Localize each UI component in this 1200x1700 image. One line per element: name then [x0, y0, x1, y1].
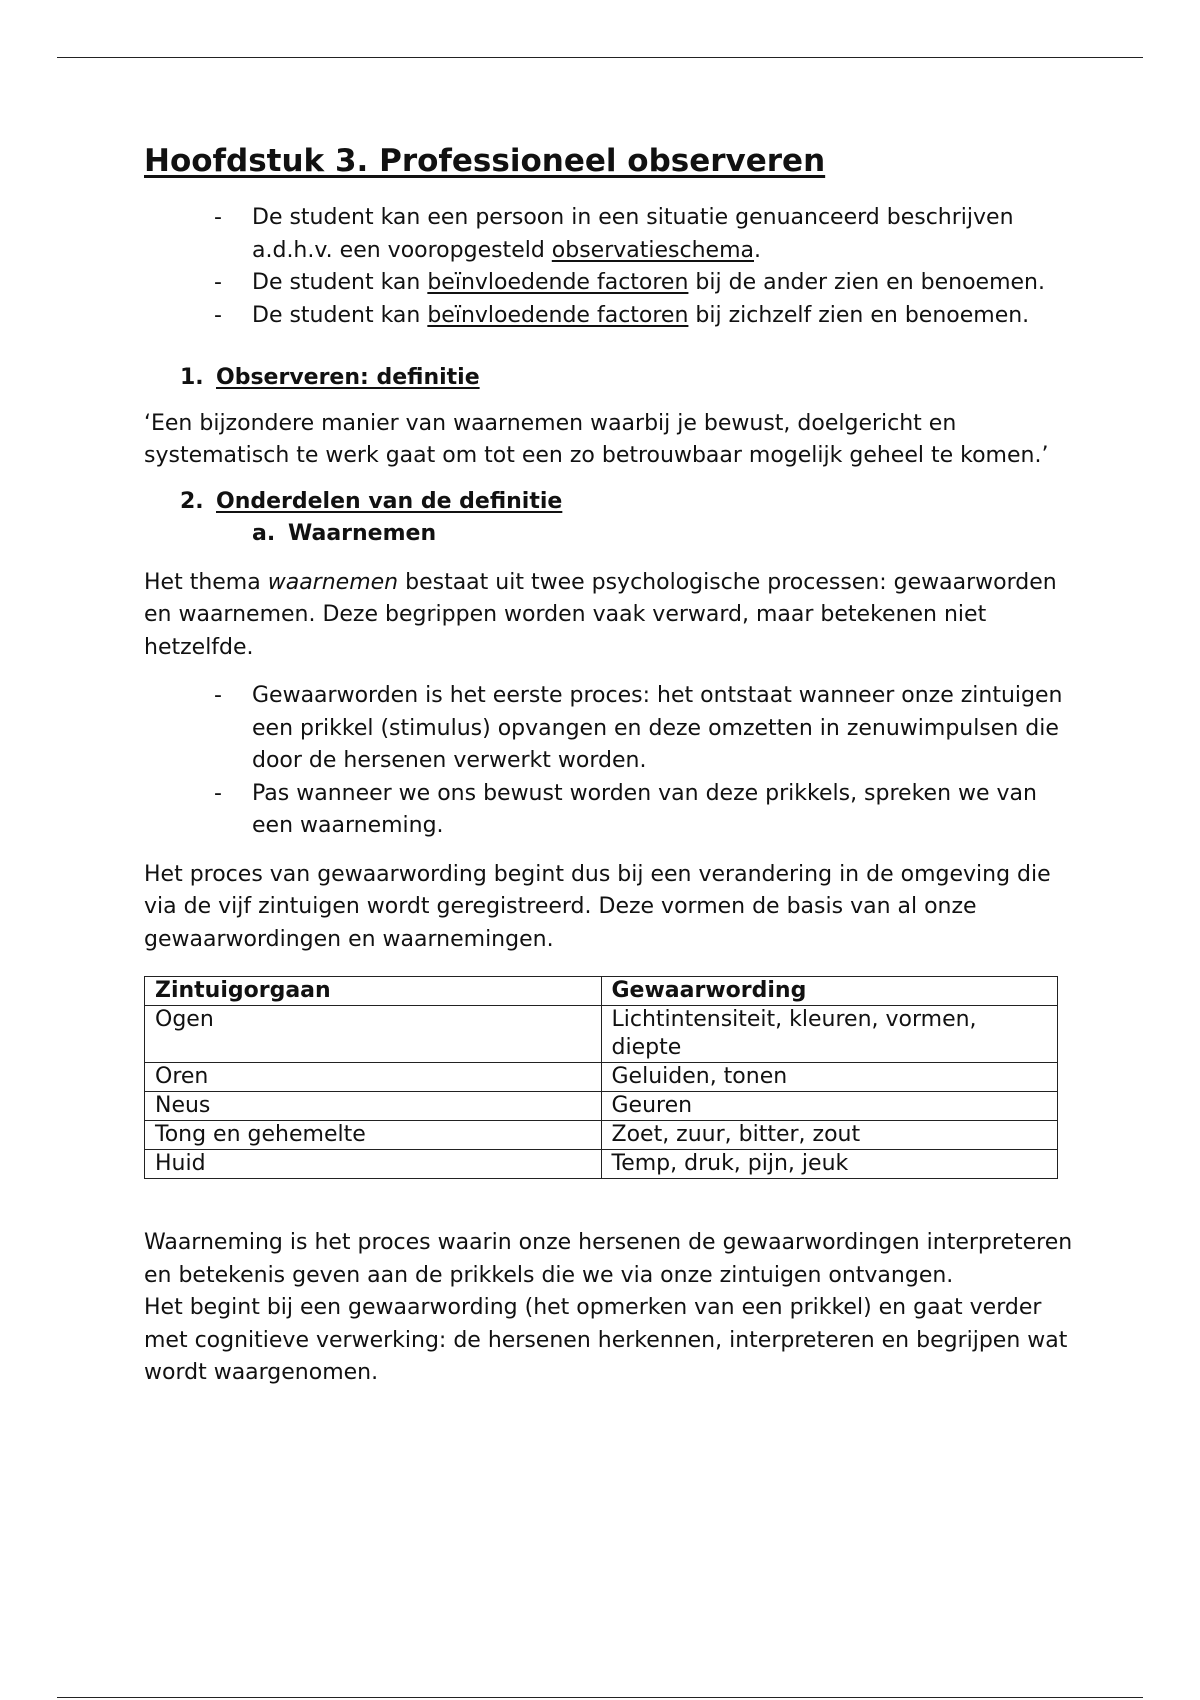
- dash-bullet: -: [214, 780, 222, 806]
- table-cell: Neus: [145, 1092, 602, 1121]
- dash-bullet: -: [214, 205, 222, 230]
- table-cell: Huid: [145, 1150, 602, 1179]
- process-list: [144, 680, 1074, 843]
- list-item: - De student kan een persoon in een situatie genuanceerd beschrijven a.d.h.v. een vooropgesteld observatieschema.: [144, 202, 1074, 267]
- list-item: - De student kan beïnvloedende factoren bij zichzelf zien en benoemen.: [144, 300, 1074, 333]
- paragraph: Het begint bij een gewaarwording (het opmerken van een prikkel) en gaat verder met cognitieve verwerking: de hersenen herkennen, interpreteren en begrijpen wat wordt waargenomen.: [144, 1295, 1068, 1385]
- table-row: [145, 1063, 1058, 1092]
- list-item: - Pas wanneer we ons bewust worden van deze prikkels, spreken we van een waarneming.: [144, 778, 1074, 843]
- definition-quote: ‘Een bijzondere manier van waarnemen waarbij je bewust, doelgericht en systematisch te werk gaat om tot een zo betrouwbaar mogelijk geheel te komen.’: [144, 410, 1049, 468]
- section-1-heading: 1. Observeren: definitie: [180, 365, 480, 390]
- paragraph: Het proces van gewaarwording begint dus bij een verandering in de omgeving die via de vijf zintuigen wordt geregistreerd. Deze vormen de basis van al onze gewaarwordingen en waarnemingen.: [144, 861, 1051, 952]
- underlined-term: observatieschema: [551, 237, 754, 263]
- dash-bullet: -: [214, 270, 222, 295]
- table-cell: Oren: [145, 1063, 602, 1092]
- table-cell: Geluiden, tonen: [601, 1063, 1058, 1092]
- underlined-term: beïnvloedende factoren: [427, 270, 689, 295]
- dash-bullet: -: [214, 683, 222, 708]
- dash-bullet: -: [214, 302, 222, 328]
- objectives-list: [144, 202, 1074, 332]
- table-cell: Lichtintensiteit, kleuren, vormen, diepte: [601, 1006, 1058, 1063]
- table-cell: Zoet, zuur, bitter, zout: [601, 1121, 1058, 1150]
- table-row: [145, 1092, 1058, 1121]
- table-header-row: [145, 977, 1058, 1006]
- table-cell: Temp, druk, pijn, jeuk: [601, 1150, 1058, 1179]
- section-2-heading: 2. Onderdelen van de definitie: [180, 488, 563, 514]
- paragraph: Waarneming is het proces waarin onze hersenen de gewaarwordingen interpreteren en betekenis geven aan de prikkels die we via onze zintuigen ontvangen.: [144, 1230, 1073, 1288]
- table-cell: Ogen: [145, 1006, 602, 1063]
- table-cell: Geuren: [601, 1092, 1058, 1121]
- subsection-heading: a. Waarnemen: [252, 521, 437, 546]
- table-header-cell: Gewaarwording: [601, 977, 1058, 1006]
- table-row: [145, 1150, 1058, 1179]
- header-rule: [57, 57, 1143, 58]
- table-header-cell: Zintuigorgaan: [145, 977, 602, 1006]
- page-title: Hoofdstuk 3. Professioneel observeren: [144, 143, 826, 179]
- table-row: [145, 1006, 1058, 1063]
- underlined-term: beïnvloedende factoren: [427, 302, 689, 328]
- emphasis-term: waarnemen: [267, 569, 399, 595]
- footer-rule: [57, 1697, 1143, 1698]
- page-content: [144, 140, 1074, 1390]
- list-item: - Gewaarworden is het eerste proces: het ontstaat wanneer onze zintuigen een prikkel (stimulus) opvangen en deze omzetten in zenuwimpulsen die door de hersenen verwerkt worden.: [144, 680, 1074, 778]
- senses-table: [144, 976, 1058, 1179]
- table-cell: Tong en gehemelte: [145, 1121, 602, 1150]
- list-item: - De student kan beïnvloedende factoren bij de ander zien en benoemen.: [144, 267, 1074, 300]
- intro-paragraph: Het thema waarnemen bestaat uit twee psychologische processen: gewaarworden en waarnemen. Deze begrippen worden vaak verward, maar betekenen niet hetzelfde.: [144, 569, 1057, 660]
- table-row: [145, 1121, 1058, 1150]
